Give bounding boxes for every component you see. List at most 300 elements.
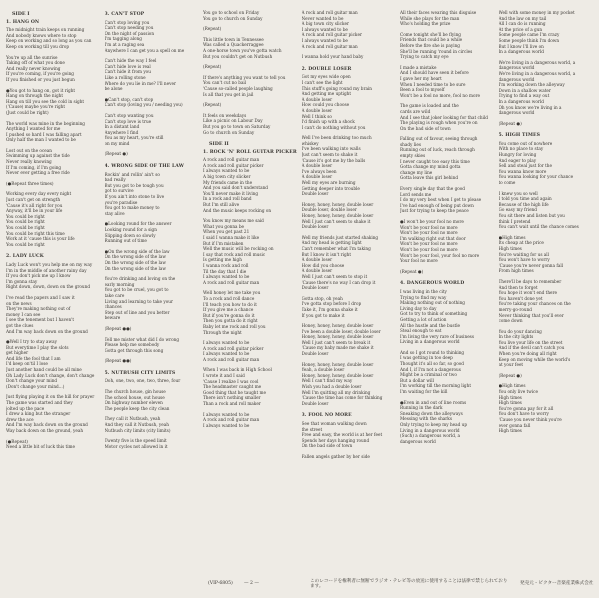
lyric-line: Good thing that he taught me (203, 389, 266, 395)
lyric-line: I always wanted to be (203, 274, 250, 280)
lyric-line: Getting a lot of action (400, 316, 447, 322)
lyric-line: Keep on working till you drop (6, 43, 70, 49)
lyric-line: Hang on through the night (6, 93, 63, 99)
lyric-line: A rock and roll guitar picker (203, 162, 264, 168)
lyric-line: I told you time and again (498, 196, 552, 202)
lyric-line: High times (498, 245, 522, 251)
lyric-line: Double loser, double loser (301, 207, 357, 213)
song-title: 5. HIGH TIMES (498, 133, 541, 139)
lyric-line: Well I just can't seem to break it (301, 339, 371, 345)
lyric-line: I'd keep on'til I lose (6, 361, 48, 367)
lyric-line: I'm walking right out that door (400, 235, 466, 241)
lyric-line: (Just could be right) (6, 109, 49, 115)
lyric-line: You go to school on Friday (203, 10, 260, 15)
lyric-line: Is getting me high (203, 257, 242, 263)
lyric-line: Wish you had a double loser (301, 384, 362, 390)
lyric-line: Honey, honey, honey, double loser (301, 361, 374, 367)
lyric-line: Running out of luck, reach through (400, 147, 475, 153)
lyric-line: When you get past 21 (203, 229, 250, 235)
lyric-line: Like a rolling stone (104, 74, 146, 80)
lyric-line: I gave her my heart (400, 75, 442, 81)
lyric-line: Spends her days hanging round (301, 437, 370, 443)
song-title: 2. LADY LUCK (6, 254, 44, 260)
song-title: 4. WRONG SIDE OF THE LAW (104, 164, 184, 170)
lyric-line: come down (498, 318, 523, 324)
lyric-line: Who's holding the prize (400, 21, 451, 27)
lyric-line: Because of the high life (498, 201, 549, 207)
lyric-line: I've read the papers and I saw it (6, 294, 75, 300)
lyric-line: Sell and steal just for the (498, 163, 552, 169)
lyric-line: And getting me uptight (301, 91, 352, 97)
lyric-line: I've been walking into walls (301, 146, 361, 152)
lyric-line: Yeah, a double loser (301, 367, 345, 373)
lyric-line: You could be right (6, 225, 45, 230)
copyright-notice: このレコードを権利者に無断でラジオ・テレビ等の放送に使用することは法律で禁じられております。 (310, 579, 508, 589)
song-title: 2. DOUBLE LOSER (301, 66, 352, 72)
lyric-line: A double loser (301, 96, 333, 102)
song-title: 1. ROCK 'N' ROLL GUITAR PICKER (203, 149, 297, 155)
lyric-line: Every single day that the good (400, 186, 465, 192)
lyric-line: You got to be cruel, you got to (104, 287, 169, 293)
lyric-column (499, 10, 594, 570)
lyric-line: beware (104, 315, 121, 321)
lyric-line: A rock and roll guitar picker (203, 345, 264, 351)
lyric-line: How could you choose (301, 102, 350, 108)
lyric-line: Living in a dangerous world (400, 339, 460, 345)
lyric-line: And I, if I'm not a dangerous (400, 366, 461, 372)
lyric-line: Friends that could be a while (400, 37, 463, 43)
stanza-gap (105, 364, 200, 369)
lyric-line: Than a rock and roll maker (203, 401, 261, 407)
lyric-line: You as my heart, you're still (104, 135, 164, 141)
lyric-line: 'Cause so-called people laughing (203, 85, 273, 91)
lyric-line: You hope it won't end there (498, 290, 558, 296)
lyric-line: I see the tenement but I haven't (6, 317, 75, 323)
lyric-line: Double loser (301, 191, 329, 197)
lyric-line: merry-go-round (498, 306, 532, 312)
lyric-line: I do my very best when I get to please (400, 197, 482, 203)
lyric-line: I always wanted to be (301, 26, 348, 32)
lyric-line: To a rock and roll dance (203, 295, 255, 301)
lyric-line: ('Cause) maybe you're right (6, 104, 66, 110)
lyric-line: But you couldn't get on Nutbush (203, 53, 273, 59)
lyric-line: Nutbush city limits (city limits) (104, 427, 171, 433)
lyric-line: (Repeat ●) (104, 151, 128, 157)
lyric-line: You're gonna pay for it all (498, 405, 554, 411)
lyric-line: A double loser (301, 174, 333, 180)
lyric-line: I always wanted to be (203, 411, 250, 417)
lyric-line: Til the day that I die (203, 268, 247, 274)
lyric-line: change my line (400, 169, 433, 175)
lyric-line: If there's anything you want to tell you (203, 74, 286, 80)
lyric-line: I always wanted to be (301, 37, 348, 43)
lyric-line: I wrote it and I said (203, 373, 245, 379)
lyric-line: We're living in a dangerous world, a (498, 59, 576, 65)
lyric-line: I always wanted to be (203, 340, 250, 346)
lyric-line: Thought it's all so far, so good (400, 361, 464, 367)
song-title: 3. CAN'T STOP (104, 12, 145, 17)
lyric-line: Some people think I'm down (498, 37, 560, 43)
lyric-line: ●High times (498, 383, 526, 389)
lyric-line: Gotta change my mind gotta (400, 164, 461, 170)
song-title: 4. DANGEROUS WORLD (400, 281, 465, 287)
lyric-line: In a distant land (104, 124, 140, 130)
lyric-line: You go to church on Sunday (203, 15, 263, 21)
lyric-line: Its cheap at the price (498, 240, 544, 246)
lyric-line: You could be right (6, 241, 45, 247)
lyric-line: think I pretend (498, 218, 531, 224)
lyric-line: On the bad side of town (400, 125, 451, 131)
lyric-line: The school house, out house (104, 394, 165, 400)
lyric-line: Working every day every night (6, 191, 72, 197)
lyric-line: Won't be your fool, your fool no more (400, 252, 480, 258)
lyric-column (203, 10, 298, 570)
lyric-line: (Repeat ●) (400, 268, 424, 274)
lyric-line: (Repeat ●●) (104, 325, 132, 331)
lyric-line: I was living in the city (400, 288, 447, 294)
lyric-line: Gotta leave this girl behind (400, 175, 459, 181)
lyric-line: 'Cause you never think you're (498, 417, 562, 422)
lyric-line: And I'm way back down on the ground (6, 422, 88, 428)
lyric-line: If you give me a chance (203, 307, 254, 313)
lyric-line: take care (104, 292, 125, 298)
lyric-line: Honey, honey, honey, double loser (301, 201, 374, 207)
lyric-line: get higher (6, 350, 29, 356)
lyric-line: dangerous world (498, 110, 535, 116)
lyric-line: Getting deeper into trouble (301, 185, 360, 191)
lyric-line: On the night of passion (104, 30, 155, 36)
lyric-line: Lord sends me (400, 191, 432, 197)
lyric-line: You haven't done yet (498, 295, 543, 301)
lyric-line: Only half the man I wanted to be (6, 137, 76, 143)
lyric-line: Through the night (203, 329, 242, 335)
lyric-line: the street (301, 426, 323, 432)
lyric-line: You won't have to worry (498, 257, 550, 263)
lyric-line: They're making nothing out of (6, 306, 71, 312)
catalog-number: (VIP-6805) (208, 581, 233, 586)
lyric-line: While she plays for the man (400, 15, 460, 21)
lyric-line: The church house, gin house (104, 389, 166, 395)
lyric-line: My friends came in the (203, 179, 253, 185)
lyric-line: Making nothing out of nothing (400, 300, 465, 306)
lyric-line: Can't hide love is real (104, 63, 151, 69)
lyric-line: I've been a double loser, double loser (301, 328, 381, 334)
lyric-line: I've had enough of being put down (400, 202, 474, 208)
lyric-line: dangerous world (400, 438, 436, 444)
lyric-line: Can't hide the way I feel (104, 58, 157, 64)
lyric-line: Take it, I'm gonna shake it (301, 306, 358, 312)
lyric-line: ●Well I try to stay away (6, 339, 57, 345)
lyric-line: In the city lights (498, 334, 534, 340)
lyric-line: I'm in the middle of another rainy day (6, 267, 87, 273)
lyric-line: I'd finish up with a shock (301, 119, 355, 125)
lyric-line: High times (498, 400, 522, 406)
lyric-line: You could be right (6, 213, 45, 219)
lyric-line: I drew a king but the stranger (6, 411, 71, 417)
lyric-line: Won't be your fool no more (400, 230, 458, 236)
lyric-line: Living in a dangerous world (400, 427, 460, 433)
lyric-line: I'm living the very rare of business (400, 333, 474, 339)
lyric-line: There isn't nothing smaller (203, 395, 261, 401)
stanza-gap (499, 126, 594, 131)
lyric-line: A rock and roll guitar picker (301, 32, 362, 38)
lyric-line: be alone (104, 86, 123, 92)
lyric-line: Motor cycles not allowed in it (104, 443, 168, 449)
lyric-line: Living and learning to take your (104, 298, 173, 304)
lyric-line: A one-horse town you've gotta watch (203, 47, 282, 53)
song-title: 1. HANG ON (6, 19, 40, 25)
lyric-line: Is all that you get in jail (203, 91, 254, 97)
lyric-line: You sit there and listen but you (498, 213, 565, 218)
lyric-line: Won't be your fool no more (400, 224, 458, 230)
lyric-line: A double loser (301, 107, 333, 113)
lyric-line: And the music keeps rocking on (203, 207, 272, 213)
lyric-line: I always wanted to be (203, 351, 250, 357)
lyric-line: And eager to play (498, 157, 537, 163)
lyric-line: On highway number eleven (104, 400, 163, 406)
lyric-line: But I'm still alive (203, 202, 240, 208)
lyric-line: And if the devil can't catch you (498, 345, 565, 351)
lyric-line: You could be right (6, 219, 45, 225)
lyric-line: It feels on weekdays (203, 112, 247, 118)
lyric-line: There'll be days to remember (498, 278, 562, 284)
lyric-line: Hang on till you see the cold in sight (6, 98, 85, 104)
lyric-line: I say that rock and roll music (203, 251, 266, 257)
lyric-line: bad really (104, 177, 126, 183)
lyric-line: Won't be your fool no more (400, 241, 458, 247)
lyric-line: Way back down on the ground, yeah (6, 428, 84, 433)
lyric-line: Swimming up against the tide (6, 153, 70, 159)
lyric-line: ●Even in and out of line rooms (400, 399, 467, 405)
lyric-line: I can't do nothing without you (301, 124, 366, 130)
lyric-line: ●Looking round for the answer (104, 221, 172, 227)
lyric-line: Anything I wanted for me (6, 126, 61, 132)
lyric-line: (Repeat ●) (498, 120, 522, 126)
lyric-line: And life the fool that I am (6, 355, 61, 361)
lyric-line: early morning (104, 281, 135, 287)
lyric-line: dangerous world (498, 65, 535, 71)
lyric-line: Honey, honey, honey, double loser (301, 372, 374, 378)
lyric-line: Never really knowing (6, 159, 52, 165)
lyric-line: A rock and roll guitar man (203, 417, 260, 423)
lyric-line: A rock and roll guitar man (203, 356, 260, 362)
lyric-line: Can't stop wanting you (104, 112, 154, 118)
lyric-line: I'm working till the morning light (400, 383, 471, 389)
lyric-line: Oh you know we're living in a (498, 104, 562, 110)
lyric-column (302, 10, 397, 570)
song-title: 3. FOOL NO MORE (301, 413, 352, 419)
lyric-line: You can't wait until the chance comes (498, 224, 579, 230)
lyric-line: 'Cause it's all right for you (6, 202, 63, 208)
lyric-line: You're drinking and loving on the (104, 276, 176, 282)
lyric-line: Messing with the sharks (400, 416, 452, 422)
lyric-line: Slipping down so slowly (104, 232, 156, 238)
lyric-line: Honey, honey, honey, double loser (301, 334, 374, 340)
lyric-line: Well honey let me take you (203, 290, 261, 296)
lyric-line: At the price of a gun (498, 26, 543, 32)
lyric-line: Twenty five is the speed limit (104, 438, 167, 444)
lyric-line: If you're coming, if you're going (6, 71, 74, 77)
lyric-line: Keep on working and so long as you can (6, 38, 92, 44)
lyric-line: Right down, down, down on the ground (6, 284, 91, 290)
lyric-line: From high times (498, 268, 534, 274)
lyric-line: You know my means me said (203, 218, 264, 224)
lyric-line: Taking off of what you done (6, 60, 65, 66)
lyric-line: And they call it Nutbush, yeah (104, 422, 169, 428)
lyric-line: The people keep the city clean (104, 405, 170, 411)
lyric-line: If you got to make it (301, 312, 345, 318)
lyric-line: All their faces wearing this disguise (400, 10, 477, 15)
lyric-line: I'm waiting for the kill (400, 389, 448, 395)
lyric-line: Well the music will be rocking on (203, 246, 274, 252)
stanza-gap (6, 247, 101, 252)
lyric-line: See that woman walking down (301, 421, 367, 426)
lyric-line: I'll teach you how to do it (203, 301, 257, 307)
lyric-line: empty skies (400, 153, 426, 159)
lyric-line: (Repeat) (203, 64, 222, 70)
lyric-line: Can't remember what I'm taking (301, 245, 371, 251)
lyric-line: I wanna rock and roll (203, 262, 249, 268)
lyric-line: I always wanted to be (203, 422, 250, 428)
lyric-line: Anywhere I can get you a spell on me (104, 47, 185, 53)
lyric-line: whiskey (301, 140, 319, 146)
lyric-line: Some people came I'm crazy (498, 32, 560, 38)
lyric-line: Just another hand could be all mine (6, 367, 82, 373)
lyric-line: (●Repeat) (6, 438, 28, 444)
stanza-gap (302, 406, 397, 411)
lyric-line: Double loser (301, 224, 329, 230)
lyric-line: to come (498, 180, 516, 186)
lyric-line: And I should have seen it before (400, 70, 469, 76)
lyric-line: Go easy my friend (498, 207, 537, 213)
lyric-line: ●I won't be your fool no more (400, 219, 464, 224)
lyric-line: ●On the wrong side of the law (104, 248, 170, 254)
lyric-line: Double loser (301, 285, 329, 291)
lyric-line: (Repeat) (203, 102, 222, 108)
lyric-line: Work at it 'cause this is your life (6, 236, 75, 242)
lyric-line: High times (498, 428, 522, 434)
lyric-line: cards are wild (400, 108, 431, 114)
lyric-line: Won't be a fool no more, fool no more (400, 92, 480, 98)
lyric-line: Your fool no more (400, 258, 438, 264)
publisher-credit: 発売元・ビクター音楽産業株式会社 (520, 581, 594, 586)
song-title: 5. NUTBUSH CITY LIMITS (104, 370, 176, 376)
lyric-line: I was getting in too deep (400, 355, 453, 361)
lyric-line: Can't hide it from you (104, 69, 151, 75)
lyric-line: But you go to town on Saturday (203, 123, 271, 129)
lyric-line: On the wrong side of the law (104, 265, 166, 271)
lyric-line: Never ever getting a free ride (6, 170, 70, 176)
lyric-line: Go to church on Sunday (203, 129, 255, 135)
lyric-line: shady lies (400, 141, 422, 147)
lyric-line: And so I got round to thinking (400, 349, 465, 355)
lyric-line: What you gonna be (203, 223, 245, 229)
lyric-line: In a dangerous world (498, 49, 544, 55)
lyric-line: I said I wanna make it like (203, 235, 260, 240)
lyric-line: Well I think so (301, 113, 332, 119)
lyric-line: But everytime I play the slots (6, 344, 69, 350)
lyric-line: A big town city slicker (203, 174, 251, 180)
lyric-line: Just can't get on strength (6, 197, 61, 203)
side-heading: SIDE II (209, 141, 229, 148)
lyric-line: A double loser (301, 268, 333, 274)
side-heading: SIDE I (12, 11, 30, 17)
lyric-line: I always wanted to be (203, 168, 250, 174)
footer (0, 576, 599, 592)
lyric-line: Anyway, it'll be in your life (6, 208, 63, 214)
lyric-line: You do your dancing (498, 328, 542, 334)
lyric-line: 'Cause I realize I was cool (203, 378, 259, 384)
lyric-line: Free and easy, the world is at her feet (301, 432, 383, 438)
lyric-line: Got to try to think of something (400, 311, 468, 317)
lyric-line: But I know I'll live on (498, 43, 544, 49)
lyric-line: Keep on moving while the world's (498, 356, 571, 362)
lyric-line: Down in a shallow water (498, 87, 551, 93)
lyric-line: money I can see (6, 311, 41, 317)
lyric-line: chances (104, 304, 122, 310)
lyric-line: In a rock and roll band (203, 196, 252, 202)
lyric-line: When you're doing all right (498, 351, 557, 357)
lyric-line: You're taking your chances on the (498, 301, 571, 307)
lyric-line: Well I can't find my way (301, 378, 353, 384)
lyric-line: (Such) a dangerous world, a (400, 433, 461, 439)
lyric-line: All the hustle and the bustle (400, 322, 461, 328)
lyric-line: Before the fire she is paying (400, 42, 460, 48)
lyric-line: Well I just can't seem to stop it (301, 273, 368, 279)
lyric-column (6, 10, 101, 570)
lyric-column (105, 10, 200, 570)
lyric-line: In a dangerous world (498, 98, 544, 104)
stanza-gap (203, 135, 298, 140)
lyric-line: on the news (6, 300, 32, 306)
lyric-line: Just flying playing it on the hill for prayer (6, 394, 95, 400)
lyric-line: Won't be your fool no more (400, 246, 458, 252)
lyric-line: The game was started and they (6, 400, 73, 406)
lyric-line: Well my eyes are burning (301, 180, 356, 186)
lyric-line: And the law on my tail (498, 15, 547, 21)
lyric-line: If you finished or you just begun (6, 76, 75, 82)
lyric-line: And really never knowing (6, 65, 61, 71)
lyric-line: Double loser (301, 351, 329, 357)
lyric-line: And I see that joker looking for that child (400, 114, 488, 120)
lyric-line: This stuff's going round my brain (301, 85, 373, 91)
lyric-line: Double loser (301, 400, 329, 406)
lyric-line: (Repeat) (203, 26, 222, 32)
lyric-line: A rock and roll guitar man (301, 10, 358, 15)
lyric-line: Come tonight she'll be flying (400, 31, 461, 37)
lyric-line: The midnight train keeps on running (6, 27, 85, 33)
lyric-line: You don't have to worry (498, 411, 549, 417)
lyric-line: Never wanted to be (301, 15, 344, 21)
lyric-line: Well I just can't seem to shake it (301, 218, 371, 224)
lyric-line: I'm at a raging sea (104, 41, 145, 47)
lyric-line: I never caught too easy this time (400, 158, 470, 164)
lyric-line: Never thinking that you'll ever (498, 312, 564, 318)
lyric-line: Trying to catch my eye (400, 54, 449, 60)
lyric-line: I made a mistake (400, 64, 437, 70)
lyric-line: If I'm coming, if I'm going (6, 164, 62, 170)
lyric-line: A rock and roll guitar man (203, 157, 260, 163)
lyric-line: 'Cause it's got me by the balls (301, 157, 366, 163)
lyric-line: I wanna hold your hand baby (301, 54, 364, 60)
lyric-line: You wanna looking for your chance (498, 174, 574, 180)
lyric-line: Can't stop needing you (104, 25, 154, 31)
lyric-line: You live your life on the street (498, 339, 563, 345)
lyric-line: On the bad side of town (301, 443, 353, 449)
stanza-gap (302, 60, 397, 65)
lyric-line: Hungry for loving (498, 152, 537, 158)
lyric-line: A big town city slicker (301, 21, 349, 27)
